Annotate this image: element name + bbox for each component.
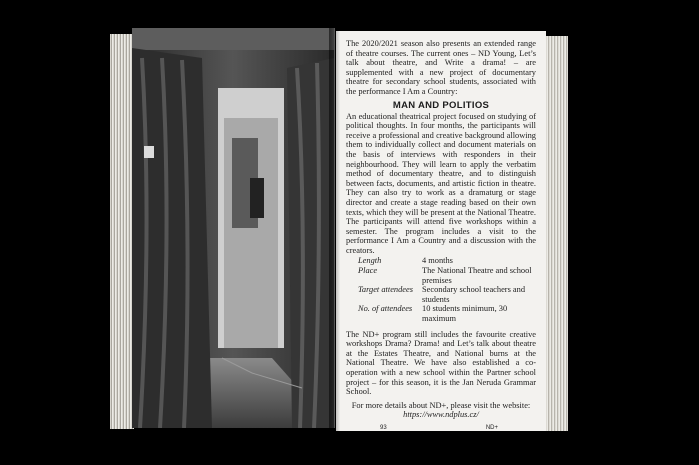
theatre-corridor-photo bbox=[132, 28, 335, 428]
website-link[interactable]: https://www.ndplus.cz/ bbox=[403, 410, 479, 420]
detail-value: The National Theatre and school premises bbox=[422, 266, 532, 285]
detail-value: Secondary school teachers and students bbox=[422, 285, 526, 304]
detail-label: Target attendees bbox=[358, 285, 413, 295]
more-details-text: For more details about ND+, please visit the website: bbox=[351, 400, 531, 410]
detail-label: Length bbox=[358, 256, 382, 266]
running-head: ND+ bbox=[485, 425, 498, 431]
section-body: An educational theatrical project focused on studying of political thoughts. In four months, the participants will receive a professional and creative background allowing them to individually collect and document materials on the basis of interviews with responders in their neighbourhood. They will learn to apply the verbatim method of documentary theatre, and to distinguish between facts, documents, and artistic fiction in theatre. They can also try to work as a dramaturg or stage director and create a stage reading based on their own texts, which they will be present at the National Theatre. The participants will attend five workshops within a semester. The program includes a visit to the performance I Am a Country and a discussion with the creators. bbox=[346, 111, 536, 255]
detail-label: Place bbox=[358, 266, 378, 276]
open-book bbox=[110, 28, 568, 432]
section-heading: MAN AND POLITIOS bbox=[392, 99, 490, 111]
detail-label: No. of attendees bbox=[358, 304, 413, 314]
right-page bbox=[336, 31, 546, 431]
detail-value: 4 months bbox=[422, 256, 453, 266]
right-page-edges bbox=[544, 36, 568, 431]
closing-paragraph: The ND+ program still includes the favourite creative workshops Drama? Drama! and Let’s talk about theatre at the Estates Theatre, and National burns at the National Theatre. We have also established a co-operation with a new school within the Partner school project – for this season, it is the Jan Neruda Grammar School. bbox=[346, 329, 536, 397]
detail-value: 10 students minimum, 30 maximum bbox=[422, 304, 508, 324]
left-page-edges bbox=[110, 34, 134, 429]
details-table bbox=[346, 256, 536, 323]
intro-paragraph: The 2020/2021 season also presents an extended range of theatre courses. The current ones – ND Young, Let’s talk about theatre, and Write a drama! – are supplemented with a new project of documentary theatre for secondary school students, associated with the performance I Am a Country: bbox=[346, 39, 536, 96]
page-number: 93 bbox=[380, 425, 387, 431]
